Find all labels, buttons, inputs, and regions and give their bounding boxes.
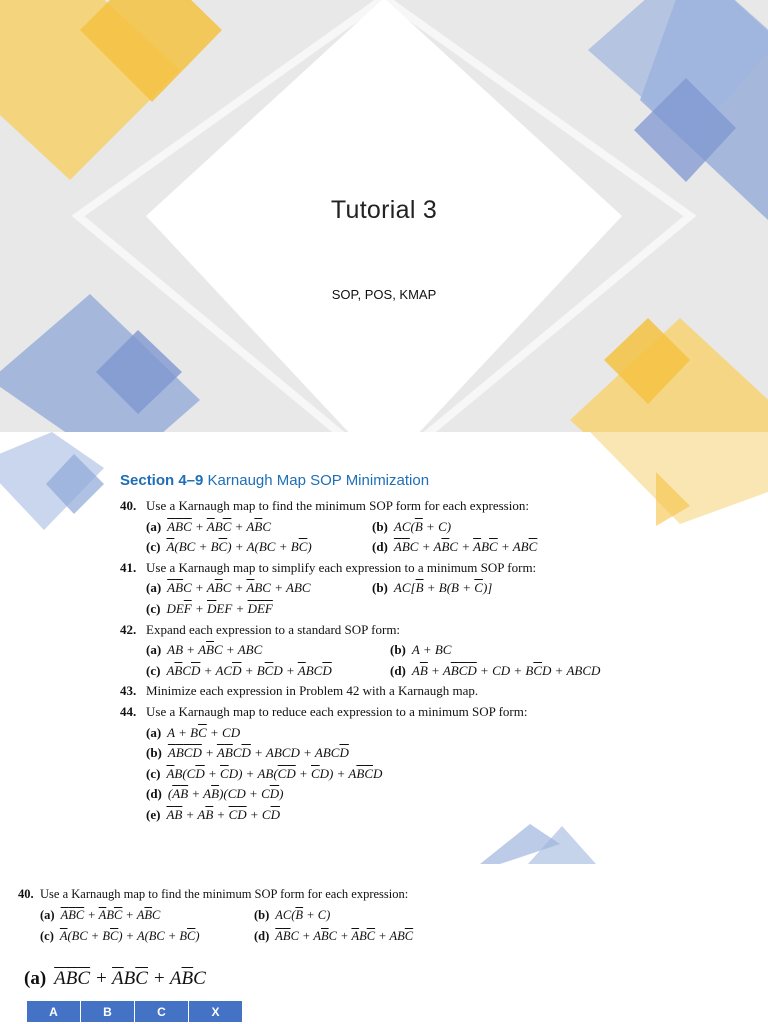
column-header-x: X [189, 1001, 243, 1023]
expression-44d: (d) $(\overline{A}\overline{B} + A\overline{B})(CD + C\overline{D})$ [146, 786, 284, 802]
problem-42 [120, 620, 680, 641]
expression-42b: (b) A + BC [390, 642, 452, 658]
problem-text: Use a Karnaugh map to find the minimum SOP form for each expression: [40, 887, 409, 901]
problem-40-parts-ab [120, 517, 680, 538]
problem-text: Expand each expression to a standard SOP form: [146, 621, 401, 637]
expression-42a: (a) AB + $A\overline{B}C$ + ABC [146, 642, 263, 658]
problem-44 [120, 702, 680, 723]
problem-number: 41. [120, 559, 137, 575]
expression-42c: (c) $A\overline{B}C\overline{D} + AC\overline{D} + B\overline{C}D + \overline{A}BC\overline{D}$ [146, 662, 332, 678]
expression-40b-repeat: (b) $AC(\overline{B} + C)$ [254, 908, 331, 922]
expression-44b: (b) $\overline{A}\overline{B}\overline{C}\overline{D} + \overline{A}\overline{B}C\overline{D}$ + ABCD + $ABC\overline{D}$ [146, 745, 349, 761]
problem-40-repeat [18, 884, 578, 946]
truth-table [26, 1000, 243, 1023]
slide-subtitle: SOP, POS, KMAP [331, 287, 437, 302]
section-number: Section 4–9 [120, 472, 204, 489]
column-header-c: C [135, 1001, 189, 1023]
section-heading [120, 472, 429, 489]
expression-41a: (a) $\overline{A}\overline{B}C + A\overline{B}C + \overline{A}BC$ + ABC [146, 580, 311, 596]
problem-42-parts-ab [120, 640, 680, 661]
expression-42d: (d) $A\overline{B} + A\overline{B}\overline{C}\overline{D}$ + CD + $B\overline{C}D$ + ABCD [390, 662, 601, 678]
expression-40c: (c) $\overline{A}(BC + B\overline{C}) + A(BC + B\overline{C})$ [146, 539, 312, 555]
title-slide [0, 0, 768, 432]
problem-40 [120, 496, 680, 517]
problem-40-parts-cd [120, 537, 680, 558]
problem-list [120, 496, 680, 826]
problem-42-parts-cd [120, 661, 680, 682]
expression-40d-repeat: (d) $\overline{A}\overline{B}C + A\overline{B}C + \overline{A}B\overline{C} + AB\overline{C}$ [254, 928, 414, 943]
problem-41-parts-ab [120, 578, 680, 599]
problem-text: Minimize each expression in Problem 42 with a Karnaugh map. [146, 683, 479, 699]
expression-44e: (e) $\overline{A}\overline{B} + A\overline{B} + \overline{C}\overline{D} + C\overline{D}$ [146, 806, 280, 822]
expression-44c: (c) $\overline{A}B(C\overline{D} + \overline{C}D) + AB(\overline{C}\overline{D} + \overline{C}D) + A\overline{B}\overline{C}D$ [146, 765, 383, 781]
problem-number: 40. [120, 498, 137, 513]
problem-number: 44. [120, 703, 137, 719]
problem-text: Use a Karnaugh map to find the minimum SOP form for each expression: [146, 498, 529, 513]
column-header-a: A [27, 1001, 81, 1023]
expression-40a-repeat: (a) $\overline{A}\overline{B}\overline{C} + \overline{A}B\overline{C} + A\overline{B}C$ [40, 908, 161, 922]
problem-text: Use a Karnaugh map to reduce each expression to a minimum SOP form: [146, 703, 528, 719]
problem-number: 40. [18, 887, 34, 901]
expression-40b: (b) $AC(\overline{B} + C)$ [372, 518, 452, 534]
problem-40-repeat-parts-cd [18, 926, 578, 947]
expression-41b: (b) $AC[\overline{B} + B(B + \overline{C})]$ [372, 580, 493, 596]
problem-slide [0, 432, 768, 864]
expression-44a: (a) $A + B\overline{C}$ + CD [146, 724, 241, 740]
problem-number: 43. [120, 683, 137, 699]
column-header-b: B [81, 1001, 135, 1023]
problem-43 [120, 681, 680, 702]
expression-40d: (d) $\overline{A}\overline{B}C + A\overline{B}C + \overline{A}B\overline{C} + AB\overline{C}$ [372, 539, 538, 555]
problem-40-statement [18, 884, 578, 905]
slide-title: Tutorial 3 [330, 196, 438, 224]
expression-40c-repeat: (c) $\overline{A}(BC + B\overline{C}) + A(BC + B\overline{C})$ [40, 928, 200, 943]
problem-40-repeat-parts-ab [18, 905, 578, 926]
solution-slide [0, 864, 768, 1024]
worked-expression-a: (a) $\overline{A}\overline{B}\overline{C} + \overline{A}B\overline{C} + A\overline{B}C$ [24, 968, 206, 989]
expression-40a: (a) $\overline{A}\overline{B}\overline{C} + \overline{A}B\overline{C} + A\overline{B}C$ [146, 518, 271, 534]
section-title: Karnaugh Map SOP Minimization [207, 472, 430, 489]
problem-text: Use a Karnaugh map to simplify each expression to a minimum SOP form: [146, 559, 537, 575]
truth-table-header-row [27, 1001, 243, 1023]
problem-41 [120, 558, 680, 579]
problem-number: 42. [120, 621, 137, 637]
expression-41c: (c) $DE\overline{F} + \overline{D}EF + \overline{D}\overline{E}\overline{F}$ [146, 600, 273, 616]
